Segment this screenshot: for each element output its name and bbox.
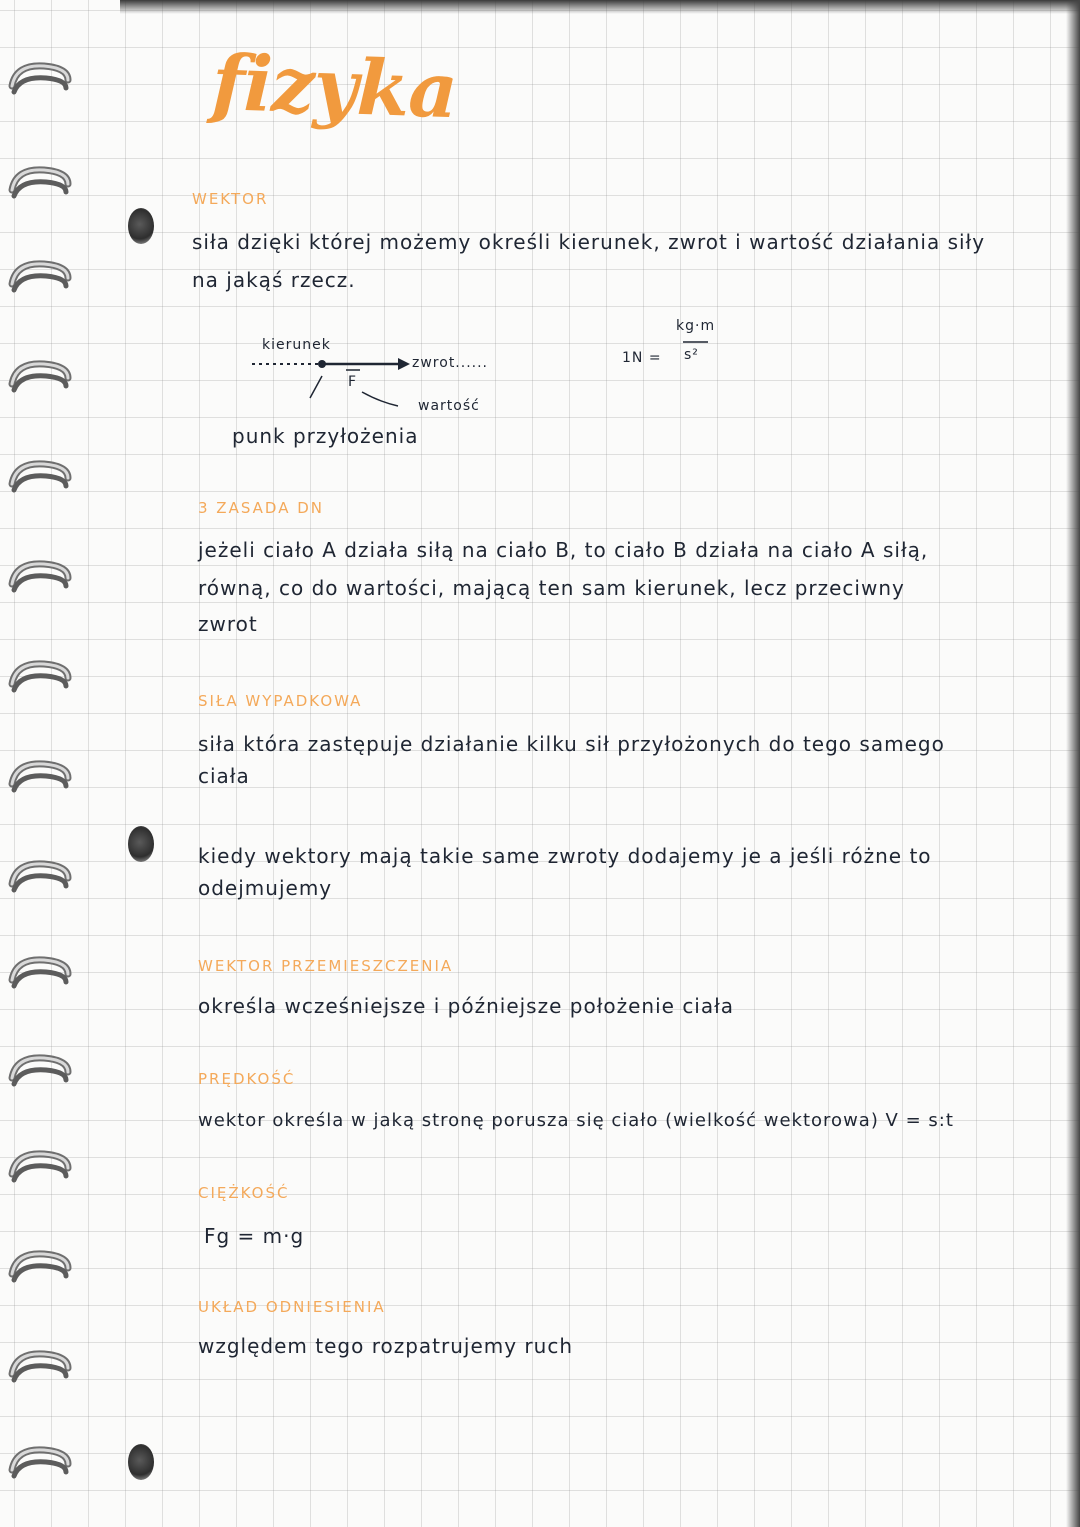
label-kierunek: kierunek: [262, 337, 331, 353]
text-line: kiedy wektory mają takie same zwroty dodajemy je a jeśli różne to: [198, 844, 932, 868]
text-line: względem tego rozpatrujemy ruch: [198, 1334, 574, 1358]
heading-ciezkosc: CIĘŻKOŚĆ: [198, 1184, 290, 1202]
heading-zasada: 3 ZASADA DN: [198, 499, 324, 517]
text-line: równą, co do wartości, mającą ten sam kierunek, lecz przeciwny: [198, 576, 905, 600]
label-force: F: [348, 374, 358, 390]
label-zwrot: zwrot......: [412, 355, 489, 371]
text-line: jeżeli ciało A działa siłą na ciało B, to ciało B działa na ciało A siłą,: [198, 538, 929, 562]
text-line: określa wcześniejsze i późniejsze położenie ciała: [198, 994, 735, 1018]
heading-predkosc: PRĘDKOŚĆ: [198, 1070, 296, 1088]
heading-wypadkowa: SIŁA WYPADKOWA: [198, 692, 363, 710]
text-line: na jakąś rzecz.: [192, 268, 356, 292]
formula-numerator: kg·m: [676, 318, 716, 334]
page-title: fizyka: [210, 37, 459, 136]
text-line: siła dzięki której możemy określi kierunek, zwrot i wartość działania siły: [192, 230, 986, 254]
formula-denominator: s²: [684, 347, 699, 363]
text-line: wektor określa w jaką stronę porusza się ciało (wielkość wektorowa) V = s:t: [198, 1110, 954, 1131]
application-point: [318, 360, 326, 368]
point-pointer-arrow: [310, 376, 322, 398]
force-arrowhead: [398, 358, 410, 370]
text-line: zwrot: [198, 612, 258, 636]
heading-uklad: UKŁAD ODNIESIENIA: [198, 1298, 386, 1316]
magnitude-pointer-arrow: [362, 392, 398, 406]
label-punkt: punk przyłożenia: [232, 424, 419, 448]
formula-left: 1N =: [622, 350, 662, 366]
text-line: ciała: [198, 764, 250, 788]
label-wartosc: wartość: [418, 398, 480, 414]
heading-przemieszczenia: WEKTOR PRZEMIESZCZENIA: [198, 957, 454, 975]
formula-gravity: Fg = m·g: [204, 1224, 305, 1248]
heading-wektor: WEKTOR: [192, 190, 269, 208]
text-line: odejmujemy: [198, 876, 333, 900]
text-line: siła która zastępuje działanie kilku sił przyłożonych do tego samego: [198, 732, 945, 756]
